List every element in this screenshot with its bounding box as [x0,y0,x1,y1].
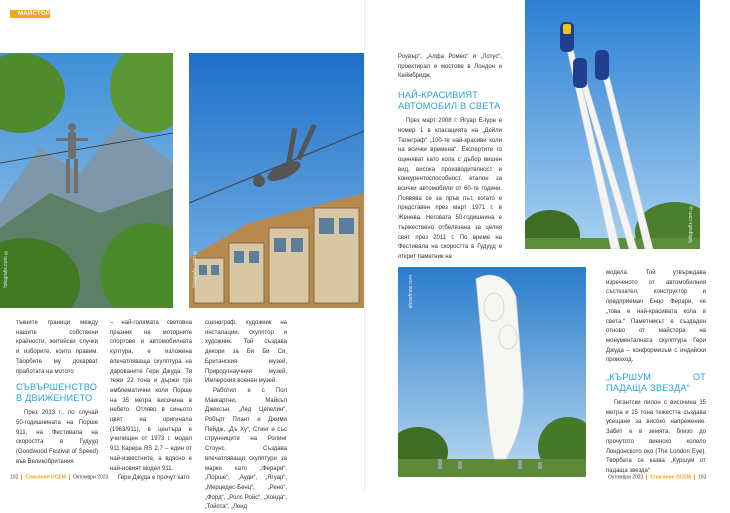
footer-right [608,474,706,480]
text-column-5 [606,269,706,477]
section-heading: НАЙ-КРАСИВИЯТ АВТОМОБИЛ В СВЕТА [398,90,501,111]
section-heading: „КЪРШУМ ОТ ПАДАЩА ЗВЕЗДА“ [606,372,706,393]
photo-credit: fotografix.com © [192,249,198,288]
issue-date: Октомври 2023 [72,474,109,481]
photo-credit: fotografix.com © [3,249,9,288]
section-tag-label: МАЙСТОРИ [18,11,55,17]
text-column-2 [110,319,192,484]
body-paragraph: Гигантски пилон с височина 35 метра и 15 тона тежестта създава усещане за високо напрежение. Забит е в земята, близо до прочутото виенско колело Лондонското око (The London Eye). Творбата се казва „Куршум от падаща звезда“ [606,400,706,474]
body-paragraph: – най-голямата световна празник на моторните спортове и автомобилната култура, е изложена впечатляваща скулптура на дарованите Гери Джуда. Тя тежи 22 тона и държи три емблематични коли Порше на 35 метра височина в небето. Отляво в синьото цвят на оригинала (1963/911), в центъра е училищен от 1973 г. модел 911 Карера RS 2.7 – един от най-известните, а вдясно е най-новият модел 911. [110,320,192,472]
body-paragraph: Работил е с Пол Маккартни, Майкъл Джексън, „Лед Цепелин“, Робърт Плант и Джими Пейдж, „Дъ Ху“, Стинг и със струнниците на Ролинг Стоунс. Създава впечатляващи скулптури за марки като „Ферари“, „Порше“, „Ауди“, „Ягуар“, „Мерцедес-Бенц“, „Рено“, „Форд“, „Ролс Ройс“, „Хонда“, „Тойота“, „Ленд [205,387,287,511]
text-column-1 [16,319,98,467]
issue-date: Октомври 2023 [608,474,644,481]
body-paragraph: През 2013 г., по случай 50-годишнината на Порше 911, на Фестивала на скоростта в Гудууд (Goodwood Festival of Speed) във Великобритания [16,410,98,465]
body-paragraph: модела. Той утвърждава изреченото от автомобилния състезател, конструктор и предприемач Енцо Ферари, че „това е най-красивата кола в света.“ Паметникът е създаден отново от майстора на монументалната скулптура Гери Джуда – конформизъм с индийски произход. [606,270,706,364]
body-paragraph: сценограф, художник на инсталации, скулптор и художник. Той създава декори за Би Би Си, Британския музей, Природонаучния музей, Имперския военен музей. [205,320,287,385]
photo-tightrope-sculpture-mountains [0,53,173,308]
body-paragraph: Гери Джуда е прочут като [118,475,190,482]
photo-credit: alexefinns.com [408,275,414,309]
footer-left [10,474,108,480]
photo-credit: fotografix.com © [688,204,694,243]
photo-sculpture-over-building [189,53,364,308]
body-paragraph: тъкните граници между нашите собствени крайности, житейски случки и изборите, които правим. Творбите му докарват прaботата на мотото [16,320,98,375]
text-column-4 [398,53,502,263]
page-number: 102 [10,474,19,481]
magazine-name: Списание ОСЕМ [25,474,66,481]
body-paragraph: Роувър“, „Алфа Ромео“ и „Лотус“, проектирал е мостове в Лондон и Кеймбридж. [398,54,502,80]
page-number: 103 [697,474,707,481]
text-column-3 [205,319,287,513]
body-paragraph: През март 2008 г. Ягуар Е-type е номер 1 в класацията на „Дейли Телеграф“ „100-те най-красиви коли на всички времена“. Експертите го оценяват като кола с дъбор вишен вид, висока производителност и конкурентоспособност, еталон за всички автомобили от 60-те години. Появява се за пръв път, когато е представен през март 1971 г. в Женева. Неговата 50-годишнина е тържествено отбелязана за целия свят през 2011 г. По време на Фестивала на скоростта в Гудууд е открит паметник на [398,118,502,260]
photo-jaguar-sculpture [398,267,586,477]
page-spine [364,0,366,490]
photo-porsche-sculpture [525,0,700,249]
magazine-name: Списание ОСЕМ [650,474,691,481]
section-heading: СЪВЪРШЕНСТВО В ДВИЖЕНИЕТО [16,382,98,403]
